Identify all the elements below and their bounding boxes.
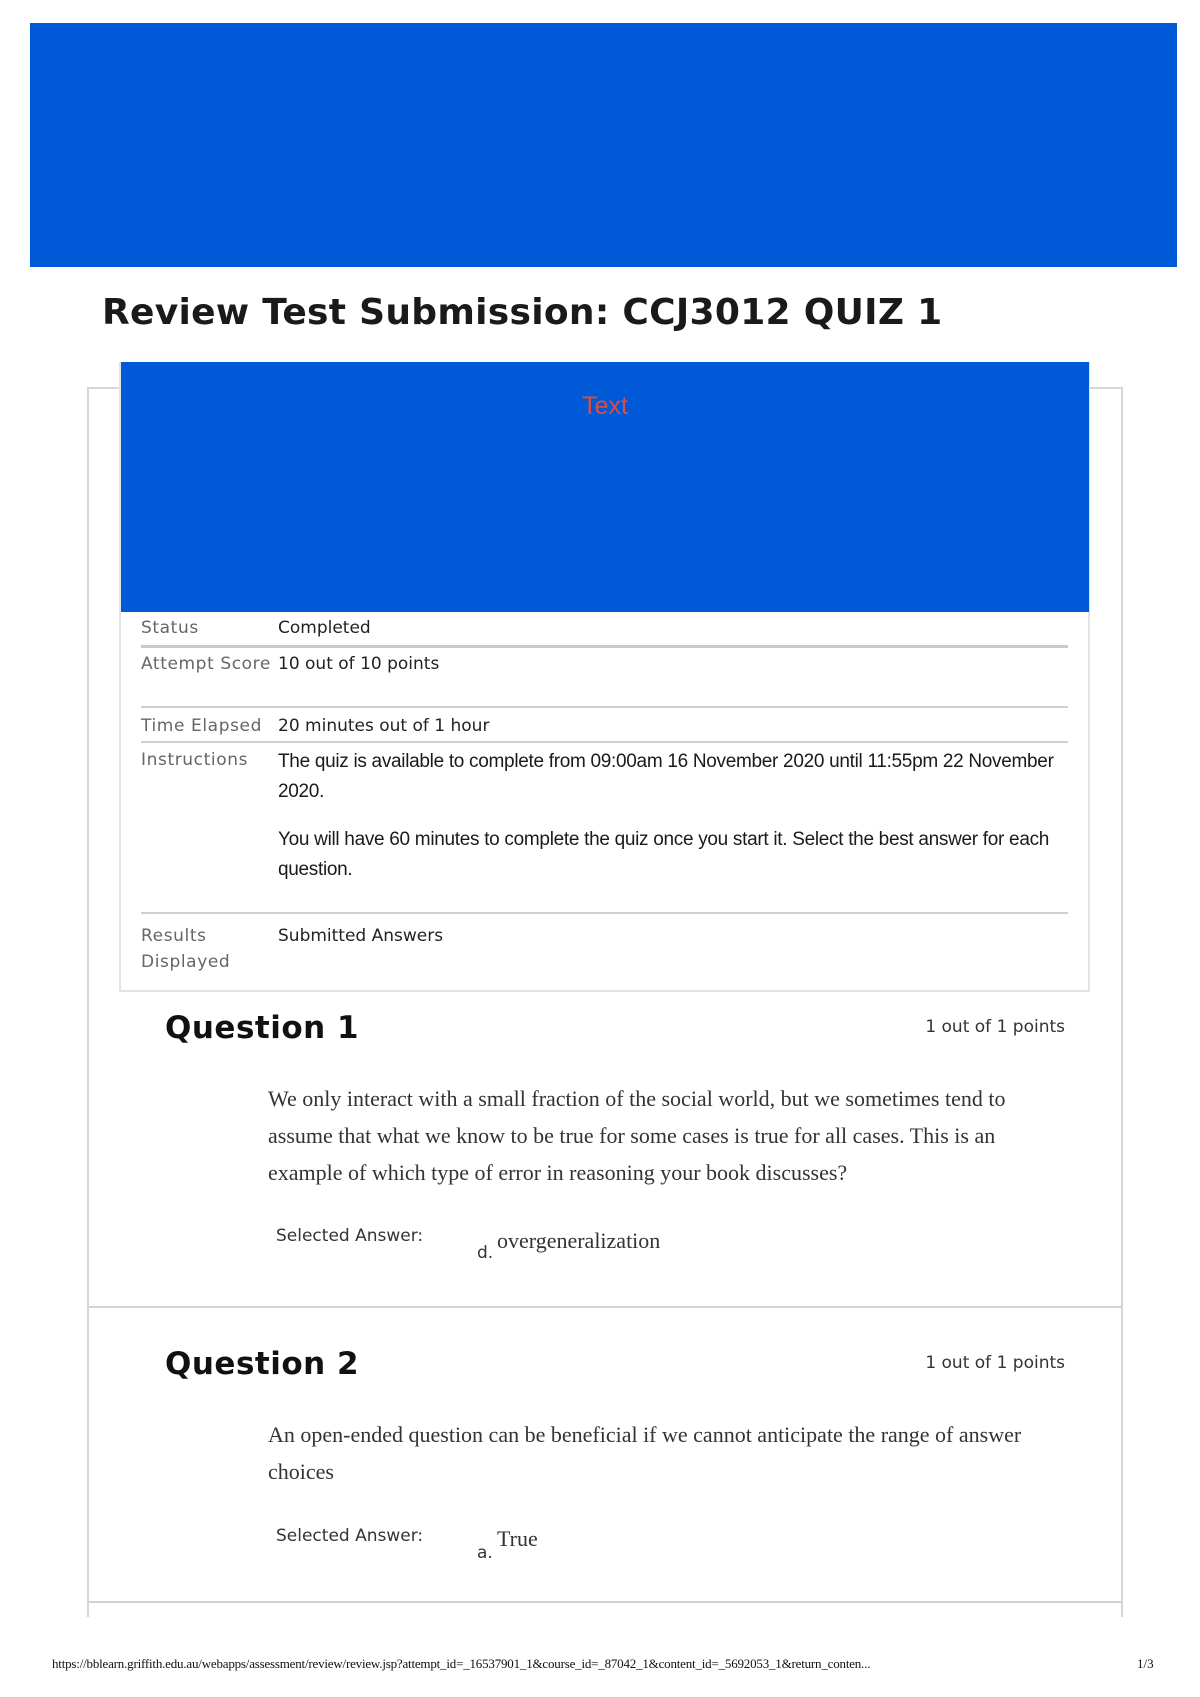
info-banner bbox=[121, 362, 1089, 612]
status-label: Status bbox=[141, 618, 199, 638]
results-label: Results Displayed bbox=[141, 926, 231, 972]
instructions-row bbox=[141, 743, 1068, 914]
instructions-value bbox=[278, 747, 1068, 912]
top-banner bbox=[30, 23, 1177, 267]
selected-answer-text: True bbox=[497, 1526, 538, 1551]
instructions-label: Instructions bbox=[141, 750, 249, 770]
footer-url: https://bblearn.griffith.edu.au/webapps/assessment/review/review.jsp?attempt_id=_16537901_1&course_id=_87042_1&content_id=_5692053_1&return_conten... bbox=[52, 1656, 871, 1671]
question-title: Question 1 bbox=[165, 1010, 360, 1046]
selected-answer-label: Selected Answer: bbox=[276, 1226, 424, 1246]
score-value: 10 out of 10 points bbox=[278, 654, 440, 674]
question-points: 1 out of 1 points bbox=[925, 1017, 1065, 1037]
status-row bbox=[141, 615, 1068, 648]
selected-answer-text: overgeneralization bbox=[497, 1228, 661, 1253]
question-block bbox=[89, 1000, 1121, 1305]
submission-details bbox=[141, 615, 1068, 983]
score-row bbox=[141, 648, 1068, 708]
results-value: Submitted Answers bbox=[278, 926, 444, 946]
question-divider bbox=[89, 1306, 1121, 1308]
selected-answer-letter: a. bbox=[477, 1543, 493, 1563]
page-title: Review Test Submission: CCJ3012 QUIZ 1 bbox=[102, 292, 943, 333]
question-text: An open-ended question can be beneficial if we cannot anticipate the range of answer choices bbox=[268, 1422, 1022, 1484]
time-label: Time Elapsed bbox=[141, 716, 262, 736]
instructions-paragraph: You will have 60 minutes to complete the quiz once you start it. Select the best answer for each question. bbox=[278, 829, 1050, 880]
question-points: 1 out of 1 points bbox=[925, 1353, 1065, 1373]
score-label: Attempt Score bbox=[141, 654, 271, 674]
instructions-paragraph: The quiz is available to complete from 09:00am 16 November 2020 until 11:55pm 22 November 2020. bbox=[278, 751, 1054, 802]
selected-answer-label: Selected Answer: bbox=[276, 1526, 424, 1546]
results-row bbox=[141, 914, 1068, 983]
selected-answer-letter: d. bbox=[477, 1243, 494, 1263]
time-row bbox=[141, 708, 1068, 743]
question-title: Question 2 bbox=[165, 1346, 360, 1382]
status-value: Completed bbox=[278, 618, 371, 638]
banner-text: Text bbox=[582, 392, 628, 420]
question-divider bbox=[89, 1601, 1121, 1603]
time-value: 20 minutes out of 1 hour bbox=[278, 716, 490, 736]
question-text: We only interact with a small fraction of the social world, but we sometimes tend to assume that what we know to be true for some cases is true for all cases. This is an example of which type of error in reasoning your book discusses? bbox=[268, 1086, 1006, 1185]
footer-page-number: 1/3 bbox=[1137, 1656, 1154, 1671]
question-block bbox=[89, 1336, 1121, 1601]
